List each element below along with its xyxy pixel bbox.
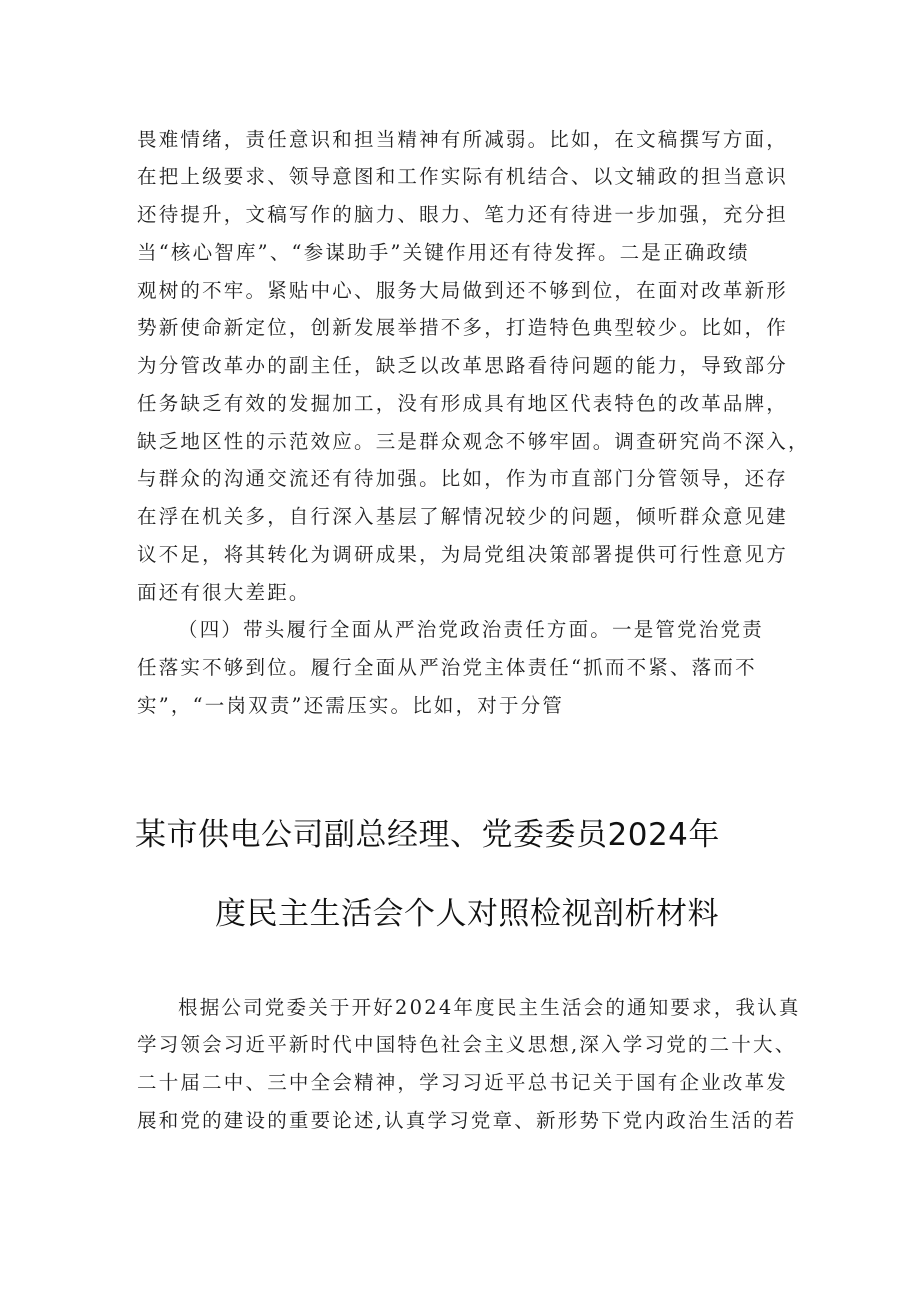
intro-text-line: 二十届二中、三中全会精神，学习习近平总书记关于国有企业改革发 bbox=[137, 1071, 789, 1094]
body-text-line: 还待提升，文稿写作的脑力、眼力、笔力还有待进一步加强，充分担 bbox=[137, 203, 789, 226]
body-text-line: 在把上级要求、领导意图和工作实际有机结合、以文辅政的担当意识 bbox=[137, 165, 789, 188]
body-text-line: 任落实不够到位。履行全面从严治党主体责任“抓而不紧、落而不 bbox=[137, 656, 757, 679]
intro-text-line: 展和党的建设的重要论述,认真学习党章、新形势下党内政治生活的若 bbox=[137, 1109, 797, 1132]
body-text-line: 当“核心智库”、“参谋助手”关键作用还有待发挥。二是正确政绩 bbox=[137, 241, 750, 264]
body-text-line: 观树的不牢。紧贴中心、服务大局做到还不够到位，在面对改革新形 bbox=[137, 279, 789, 302]
body-text-line: 任务缺乏有效的发掘加工，没有形成具有地区代表特色的改革品牌， bbox=[137, 392, 789, 415]
body-text-line: 面还有很大差距。 bbox=[137, 581, 311, 604]
document-title-line-1: 某市供电公司副总经理、党委委员2024年 bbox=[135, 817, 720, 853]
document-title-line-2: 度民主生活会个人对照检视剖析材料 bbox=[215, 896, 719, 932]
section-four-heading-line: （四）带头履行全面从严治党政治责任方面。一是管党治党责 bbox=[178, 618, 764, 641]
body-text-line: 为分管改革办的副主任，缺乏以改革思路看待问题的能力，导致部分 bbox=[137, 354, 789, 377]
body-text-line: 畏难情绪，责任意识和担当精神有所减弱。比如，在文稿撰写方面， bbox=[137, 128, 789, 151]
intro-text-line: 根据公司党委关于开好2024年度民主生活会的通知要求，我认真 bbox=[178, 996, 801, 1019]
body-text-line: 与群众的沟通交流还有待加强。比如，作为市直部门分管领导，还存 bbox=[137, 467, 789, 490]
body-text-line: 缺乏地区性的示范效应。三是群众观念不够牢固。调查研究尚不深入， bbox=[137, 430, 810, 453]
intro-text-line: 学习领会习近平新时代中国特色社会主义思想,深入学习党的二十大、 bbox=[137, 1033, 797, 1056]
body-text-line: 在浮在机关多，自行深入基层了解情况较少的问题，倾听群众意见建 bbox=[137, 505, 789, 528]
body-text-line: 实”，“一岗双责”还需压实。比如，对于分管 bbox=[137, 694, 565, 717]
body-text-line: 势新使命新定位，创新发展举措不多，打造特色典型较少。比如，作 bbox=[137, 316, 789, 339]
body-text-line: 议不足，将其转化为调研成果，为局党组决策部署提供可行性意见方 bbox=[137, 543, 789, 566]
